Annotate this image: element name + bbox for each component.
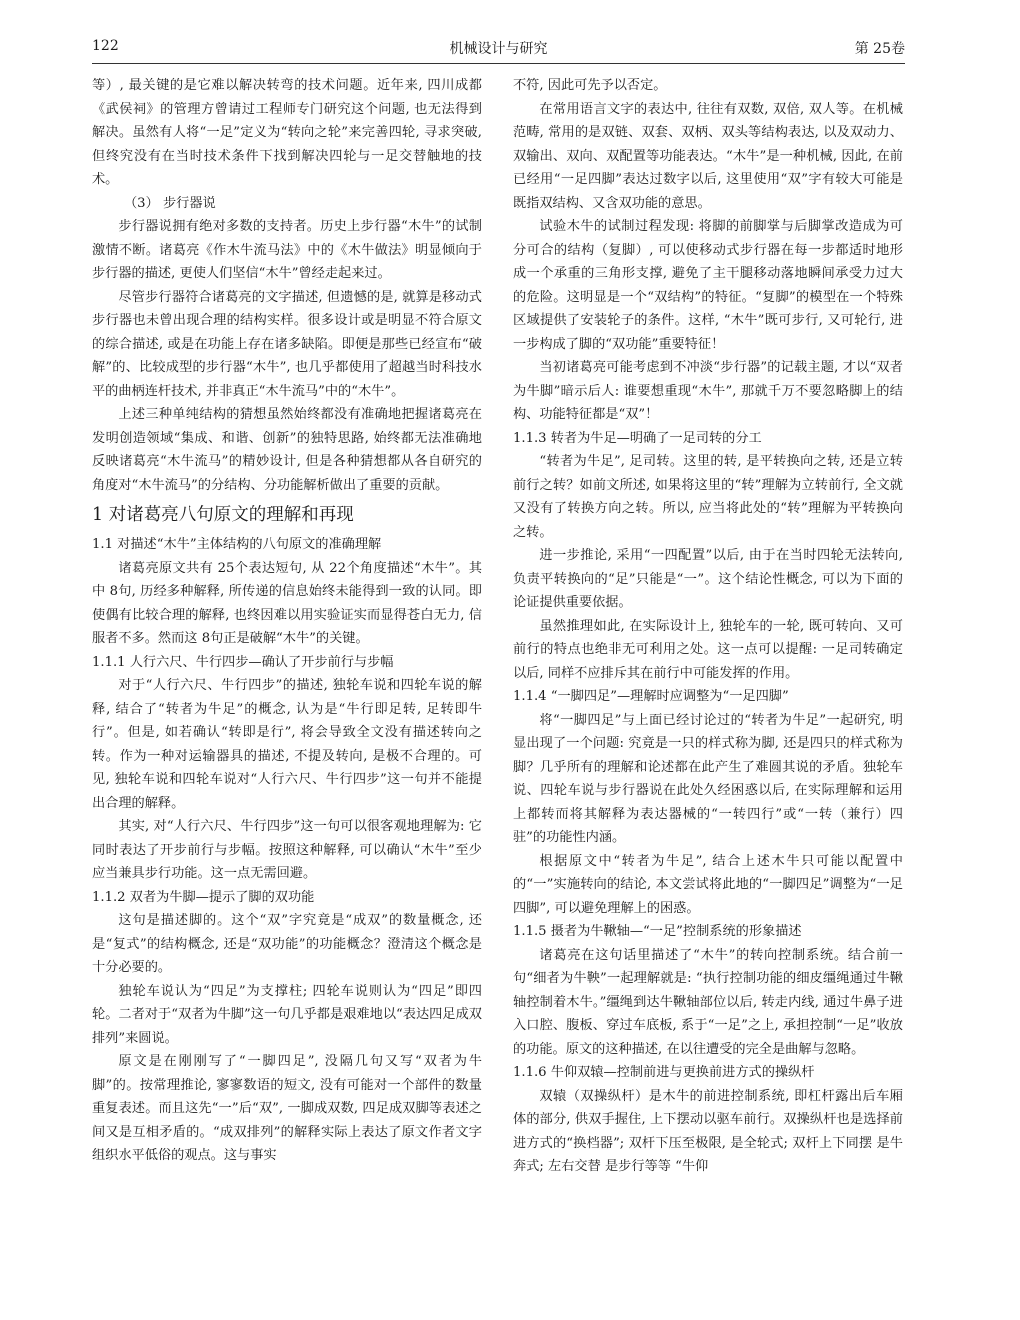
paragraph: 试验木牛的试制过程发现: 将脚的前脚掌与后脚掌改造成为可分可合的结构（复脚）, 可以使移动式步行器在每一步都适时地形成一个承重的三角形支撑, 避免了主干腿移动落地瞬间承受力过大的危险。这明显是一个“双结构”的特征。“复脚”的模型在一个特殊区域提供了安装轮子的条件。这样, “木牛”既可步行, 又可轮行, 进一步构成了脚的“双功能”重要特征！: [513, 219, 903, 352]
left-column: [92, 74, 482, 1294]
paragraph: 这句是描述脚的。这个“双”字究竟是“成双”的数量概念, 还是“复式”的结构概念, 还是“双功能”的功能概念？澄清这个概念是十分必要的。: [92, 913, 482, 975]
paragraph: 等）, 最关键的是它难以解决转弯的技术问题。近年来, 四川成都《武侯祠》的管理方曾请过工程师专门研究这个问题, 也无法得到解决。虽然有人将“一足”定义为“转向之轮”来完善四轮, 寻求突破, 但终究没有在当时技术条件下找到解决四轮与一足交替触地的技术。: [92, 78, 482, 187]
subsubsection-heading: 1.1.3 转者为牛足—明确了一足司转的分工: [513, 430, 762, 446]
paragraph: 其实, 对“人行六尺、牛行四步”这一句可以很客观地理解为: 它同时表达了开步前行与步幅。按照这种解释, 可以确认“木牛”至少应当兼具步行功能。这一点无需回避。: [92, 819, 482, 881]
paragraph: 将“一脚四足”与上面已经讨论过的“转者为牛足”一起研究, 明显出现了一个问题: 究竟是一只的样式称为脚, 还是四只的样式称为脚？几乎所有的理解和论述都在此产生了难圆其说的矛盾。独轮车说、四轮车说与步行器说在此处久经困惑以后, 在实际理解和运用上都转而将其解释为表达器械的“一转四行”或“一转（兼行）四驻”的功能性内涵。: [513, 712, 903, 845]
subsubsection-heading: 1.1.4 “一脚四足”—理解时应调整为“一足四脚”: [513, 689, 789, 704]
subsubsection-heading: 1.1.2 双者为牛脚—提示了脚的双功能: [92, 889, 315, 905]
journal-title: 机械设计与研究: [449, 41, 548, 57]
header-divider: [92, 63, 905, 64]
paragraph: 根据原文中“转者为牛足”, 结合上述木牛只可能以配置中的“一”实施转向的结论, 本文尝试将此地的“一脚四足”调整为“一足四脚”, 可以避免理解上的困惑。: [513, 853, 903, 916]
volume-label: 第 25卷: [854, 41, 905, 57]
paragraph: 当初诸葛亮可能考虑到不冲淡“步行器”的记载主题, 才以“双者为牛脚”暗示后人: 谁要想重现“木牛”, 那就千万不要忽略脚上的结构、功能特征都是“双”！: [513, 360, 903, 422]
paragraph: 步行器说拥有绝对多数的支持者。历史上步行器“木牛”的试制激情不断。诸葛亮《作木牛流马法》中的《木牛做法》明显倾向于步行器的描述, 更使人们坚信“木牛”曾经走起来过。: [92, 219, 482, 281]
paragraph: 独轮车说认为“四足”为支撑柱; 四轮车说则认为“四足”即四轮。二者对于“双者为牛脚”这一句几乎都是艰难地以“表达四足成双排列”来圆说。: [92, 983, 482, 1046]
paragraph: 对于“人行六尺、牛行四步”的描述, 独轮车说和四轮车说的解释, 结合了“转者为牛足”的概念, 认为是“牛行即足转, 足转即牛行”。但是, 如若确认“转即是行”, 将会导致全文没有描述转向之转。作为一种对运输器具的描述, 不提及转向, 是极不合理的。可见, 独轮车说和四轮车说对“人行六尺、牛行四步”这一句并不能提出合理的解释。: [92, 678, 482, 811]
paragraph: 原文是在刚刚写了“一脚四足”, 没隔几句又写“双者为牛脚”的。按常理推论, 寥寥数语的短文, 没有可能对一个部件的数量重复表述。而且这先“一”后“双”, 一脚成双数, 四足成双脚等表述之间又是互相矛盾的。“成双排列”的解释实际上表达了原文作者文字组织水平低俗的观点。这与事实: [92, 1054, 482, 1163]
paragraph: “转者为牛足”, 足司转。这里的转, 是平转换向之转, 还是立转前行之转？如前文所述, 如果将这里的“转”理解为立转前行, 全文就又没有了转换方向之转。所以, 应当将此处的“转”理解为平转换向之转。: [513, 454, 903, 540]
paragraph: 诸葛亮在这句话里描述了“木牛”的转向控制系统。结合前一句“细者为牛鞅”一起理解就是: “执行控制功能的细皮缰绳通过牛鞦轴控制着木牛。”缰绳到达牛鞦轴部位以后, 转走内线, 通过牛鼻子进入口腔、腹板、穿过车底板, 系于“一足”之上, 承担控制“一足”收放的功能。原文的这种描述, 在以往遭受的完全是曲解与忽略。: [513, 947, 903, 1057]
running-header: [92, 30, 905, 62]
paragraph: 在常用语言文字的表达中, 往往有双数, 双倍, 双人等。在机械范畴, 常用的是双链、双套、双柄、双头等结构表达, 以及双动力、双输出、双向、双配置等功能表达。“木牛”是一种机械, 因此, 在前已经用“一足四脚”表达过数字以后, 这里使用“双”字有较大可能是既指双结构、又含双功能的意思。: [513, 101, 903, 211]
paragraph: 进一步推论, 采用“一四配置”以后, 由于在当时四轮无法转向, 负责平转换向的“足”只能是“一”。这个结论性概念, 可以为下面的论证提供重要依据。: [513, 548, 903, 610]
subsection-heading: （3） 步行器说: [124, 195, 216, 211]
subsubsection-heading: 1.1.6 牛仰双辕—控制前进与更换前进方式的操纵杆: [513, 1065, 815, 1080]
right-column: [513, 74, 903, 1294]
subsubsection-heading: 1.1.5 摄者为牛鞦轴—“一足”控制系统的形象描述: [513, 924, 802, 939]
subsubsection-heading: 1.1.1 人行六尺、牛行四步—确认了开步前行与步幅: [92, 654, 394, 670]
paragraph: 上述三种单纯结构的猜想虽然始终都没有准确地把握诸葛亮在发明创造领域“集成、和谐、创新”的独特思路, 始终都无法准确地反映诸葛亮“木牛流马”的精妙设计, 但是各种猜想都从各自研究的角度对“木牛流马”的分结构、分功能解析做出了重要的贡献。: [92, 407, 482, 493]
subsection-heading: 1.1 对描述“木牛”主体结构的八句原文的准确理解: [92, 537, 382, 552]
page-number: 122: [92, 38, 119, 54]
paragraph: 不符, 因此可先予以否定。: [513, 78, 667, 93]
paragraph: 双辕（双操纵杆）是木牛的前进控制系统, 即杠杆露出后车厢体的部分, 供双手握住, 上下摆动以驱车前行。双操纵杆也是选择前进方式的“换档器”; 双杆下压至极限, 是全轮式; 双杆上下同摆 是牛奔式; 左右交替 是步行等等 “牛仰: [513, 1088, 903, 1174]
paragraph: 诸葛亮原文共有 25个表达短句, 从 22个角度描述“木牛”。其中 8句, 历经多种解释, 所传递的信息始终未能得到一致的认同。即使偶有比较合理的解释, 也终因难以用实验证实而显得苍白无力, 信服者不多。然而这 8句正是破解“木牛”的关键。: [92, 560, 482, 646]
paragraph: 尽管步行器符合诸葛亮的文字描述, 但遗憾的是, 就算是移动式步行器也未曾出现合理的结构实样。很多设计或是明显不符合原文的综合描述, 或是在功能上存在诸多缺陷。即便是那些已经宣布“破解”的、比较成型的步行器“木牛”, 也几乎都使用了超越当时科技水平的曲柄连杆技术, 并非真正“木牛流马”中的“木牛”。: [92, 289, 482, 399]
section-heading: 1 对诸葛亮八句原文的理解和再现: [92, 505, 354, 525]
paragraph: 虽然推理如此, 在实际设计上, 独轮车的一轮, 既可转向、又可前行的特点也绝非无可利用之处。这一点可以提醒: 一足司转确定以后, 同样不应排斥其在前行中可能发挥的作用。: [513, 618, 903, 681]
